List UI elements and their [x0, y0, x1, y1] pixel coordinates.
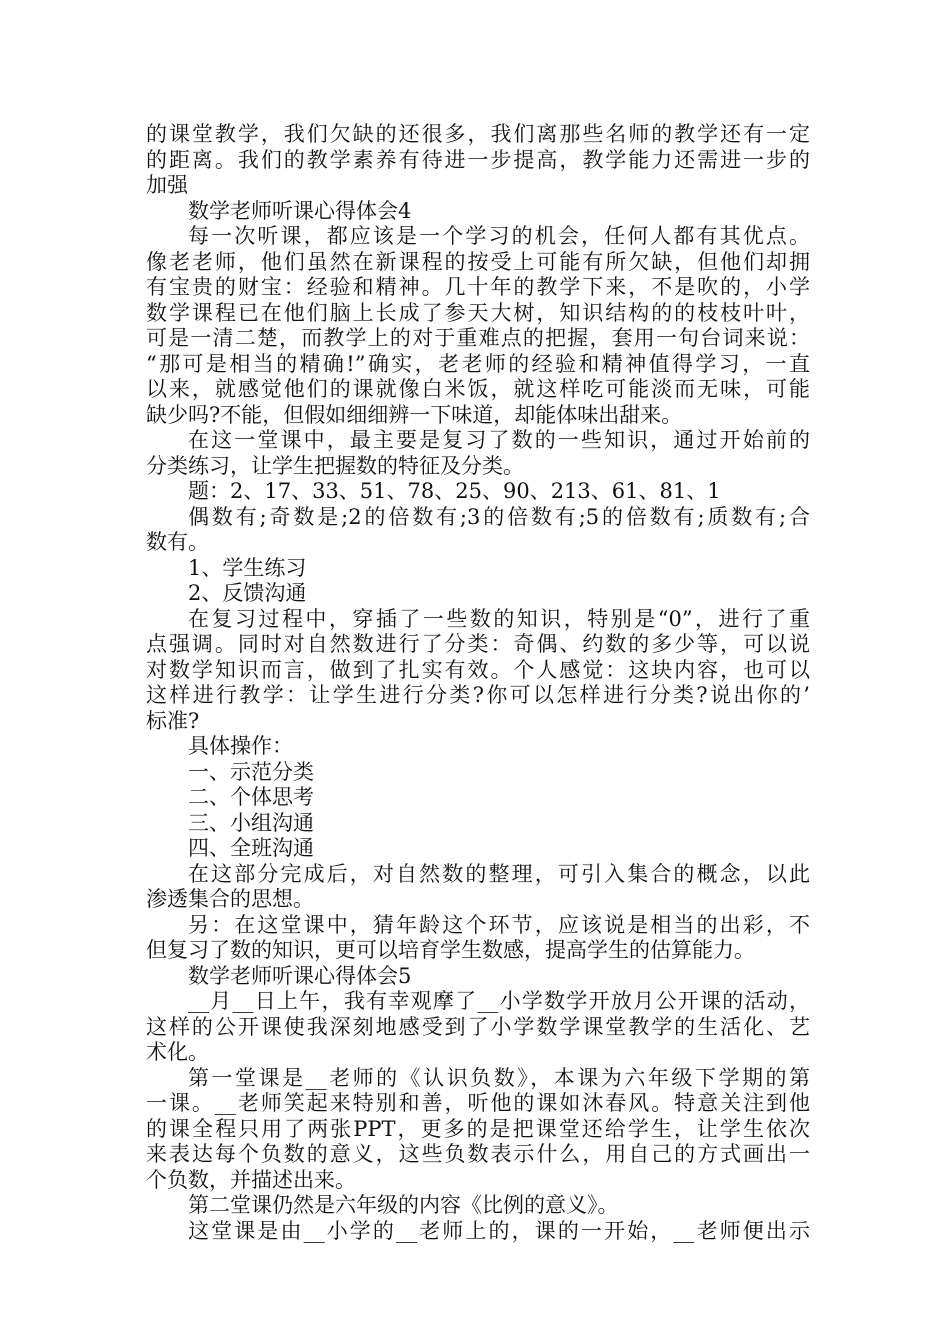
text-line: 每一次听课，都应该是一个学习的机会，任何人都有其优点。 — [188, 224, 810, 248]
text-line: 像老老师，他们虽然在新课程的按受上可能有所欠缺，但他们却拥 — [146, 249, 810, 274]
text-line: 一、示范分类 — [188, 759, 314, 784]
text-line: 第二堂课仍然是六年级的内容《比例的意义》。 — [188, 1193, 619, 1217]
document-page — [146, 122, 810, 1244]
text-line: 点强调。同时对自然数进行了分类：奇偶、约数的多少等，可以说 — [146, 632, 810, 656]
text-line: 的距离。我们的教学素养有待进一步提高，教学能力还需进一步的 — [146, 147, 810, 172]
text-line: 在这一堂课中，最主要是复习了数的一些知识，通过开始前的 — [188, 428, 810, 452]
text-line: 渗透集合的思想。 — [146, 887, 314, 911]
text-line: 数有。 — [146, 530, 209, 554]
text-line: 第一堂课是__老师的《认识负数》，本课为六年级下学期的第 — [188, 1065, 810, 1090]
text-line: 有宝贵的财宝：经验和精神。几十年的教学下来，不是吹的，小学 — [146, 275, 810, 299]
text-line: 这样的公开课使我深刻地感受到了小学数学课堂教学的生活化、艺 — [146, 1014, 810, 1039]
text-line: 加强 — [146, 173, 188, 197]
text-line: 这堂课是由__小学的__老师上的，课的一开始，__老师便出示 — [188, 1218, 810, 1243]
text-line: 偶数有;奇数是;2的倍数有;3的倍数有;5的倍数有;质数有;合 — [188, 504, 810, 529]
text-line: 数学老师听课心得体会4 — [188, 198, 412, 223]
text-line: 数学课程已在他们脑上长成了参天大树，知识结构的的枝枝叶叶， — [146, 300, 810, 325]
text-line: 四、全班沟通 — [188, 836, 314, 860]
text-line: 具体操作： — [188, 734, 293, 758]
text-line: 缺少吗?不能，但假如细细辨一下味道，却能体味出甜来。 — [146, 402, 683, 427]
text-line: 但复习了数的知识，更可以培育学生数感，提高学生的估算能力。 — [146, 938, 755, 962]
text-line: 的课全程只用了两张PPT，更多的是把课堂还给学生，让学生依次 — [146, 1116, 810, 1141]
text-line: 另：在这堂课中，猜年龄这个环节，应该说是相当的出彩，不 — [188, 912, 810, 937]
text-line: 分类练习，让学生把握数的特征及分类。 — [146, 453, 524, 478]
text-line: 对数学知识而言，做到了扎实有效。个人感觉：这块内容，也可以 — [146, 657, 810, 682]
text-line: 在复习过程中，穿插了一些数的知识，特别是“0”，进行了重 — [188, 606, 810, 631]
text-line: 三、小组沟通 — [188, 810, 314, 835]
text-line: 来表达每个负数的意义，这些负数表示什么，用自己的方式画出一 — [146, 1142, 810, 1166]
text-line: 在这部分完成后，对自然数的整理，可引入集合的概念，以此 — [188, 861, 810, 886]
text-line: 可是一清二楚，而教学上的对于重难点的把握，套用一句台词来说： — [146, 326, 810, 350]
text-line: 术化。 — [146, 1040, 209, 1064]
text-line: 数学老师听课心得体会5 — [188, 963, 412, 988]
text-line: 标准? — [146, 708, 200, 733]
text-line: 以来，就感觉他们的课就像白米饭，就这样吃可能淡而无味，可能 — [146, 377, 810, 401]
text-line: 1、学生练习 — [188, 555, 307, 580]
text-line: __月__日上午，我有幸观摩了__小学数学开放月公开课的活动， — [188, 989, 810, 1013]
text-line: 题：2、17、33、51、78、25、90、213、61、81、1 — [188, 479, 721, 503]
text-line: 的课堂教学，我们欠缺的还很多，我们离那些名师的教学还有一定 — [146, 122, 810, 146]
text-line: “那可是相当的精确!”确实，老老师的经验和精神值得学习，一直 — [146, 351, 810, 376]
text-line: 2、反馈沟通 — [188, 581, 307, 605]
text-line: 这样进行教学：让学生进行分类?你可以怎样进行分类?说出你的’ — [146, 683, 810, 707]
text-line: 二、个体思考 — [188, 785, 314, 809]
text-line: 个负数，并描述出来。 — [146, 1167, 356, 1192]
text-line: 一课。__老师笑起来特别和善，听他的课如沐春风。特意关注到他 — [146, 1091, 810, 1115]
